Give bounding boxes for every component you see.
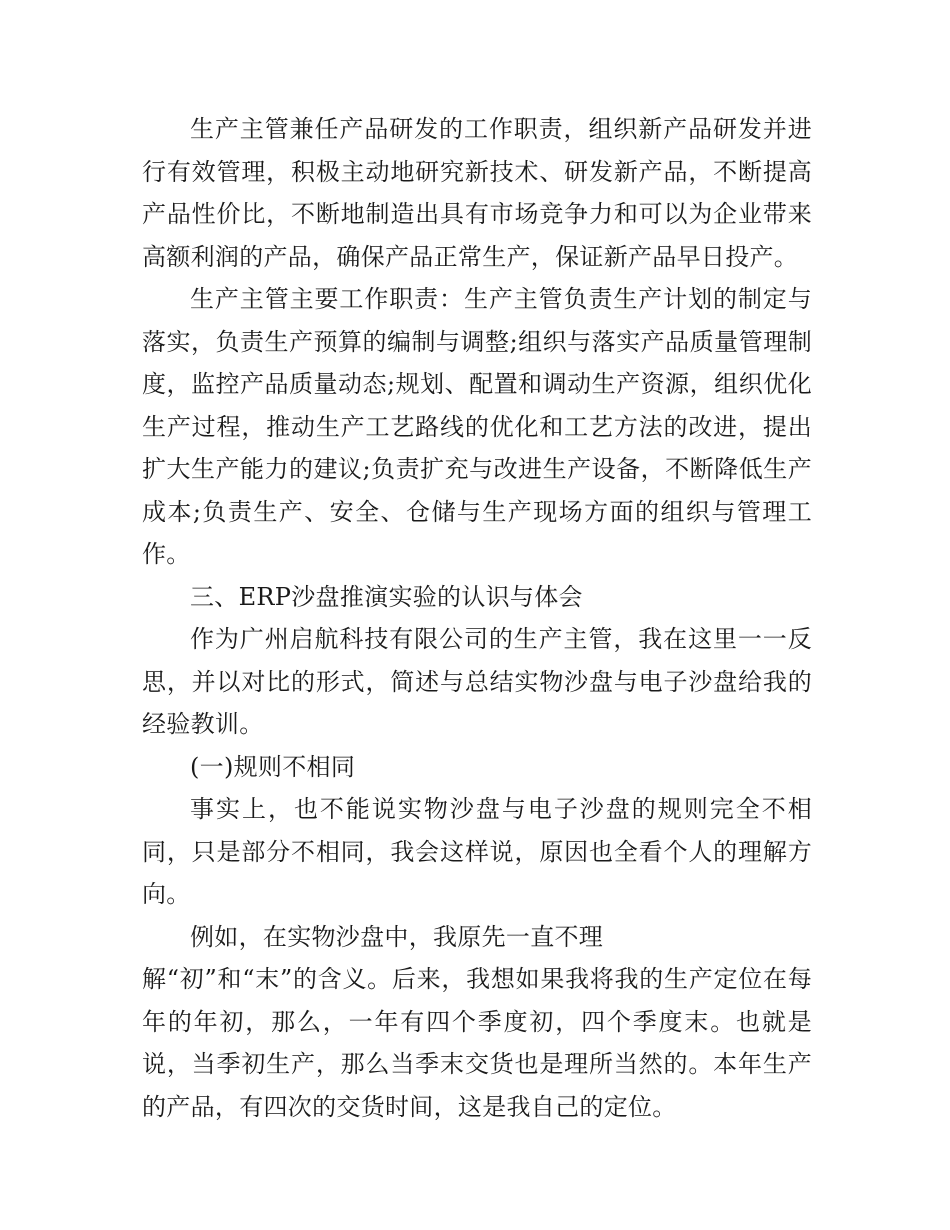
paragraph-reflection-intro: 作为广州启航科技有限公司的生产主管，我在这里一一反思，并以对比的形式，简述与总结实物沙盘与电子沙盘给我的经验教训。 (142, 625, 812, 738)
paragraph-main-duties: 生产主管主要工作职责：生产主管负责生产计划的制定与落实，负责生产预算的编制与调整;组织与落实产品质量管理制度，监控产品质量动态;规划、配置和调动生产资源，组织优化生产过程，推动生产工艺路线的优化和工艺方法的改进，提出扩大生产能力的建议;负责扩充与改进生产设备，不断降低生产成本;负责生产、安全、仓储与生产现场方面的组织与管理工作。 (142, 285, 812, 568)
section-heading-erp: 三、ERP沙盘推演实验的认识与体会 (190, 582, 583, 611)
subheading-rules-differ: (一)规则不相同 (190, 752, 356, 781)
paragraph-rules-explanation: 事实上，也不能说实物沙盘与电子沙盘的规则完全不相同，只是部分不相同，我会这样说，原因也全看个人的理解方向。 (142, 795, 812, 908)
paragraph-example-start: 例如，在实物沙盘中，我原先一直不理 (190, 922, 604, 951)
document-body (142, 108, 812, 1128)
paragraph-example-continued: 解“初”和“末”的含义。后来，我想如果我将我的生产定位在每年的年初，那么，一年有四个季度初，四个季度末。也就是说，当季初生产，那么当季末交货也是理所当然的。本年生产的产品，有四次的交货时间，这是我自己的定位。 (142, 965, 812, 1121)
paragraph-rd-duties: 生产主管兼任产品研发的工作职责，组织新产品研发并进行有效管理，积极主动地研究新技术、研发新产品，不断提高产品性价比，不断地制造出具有市场竞争力和可以为企业带来高额利润的产品，确保产品正常生产，保证新产品早日投产。 (142, 115, 812, 271)
